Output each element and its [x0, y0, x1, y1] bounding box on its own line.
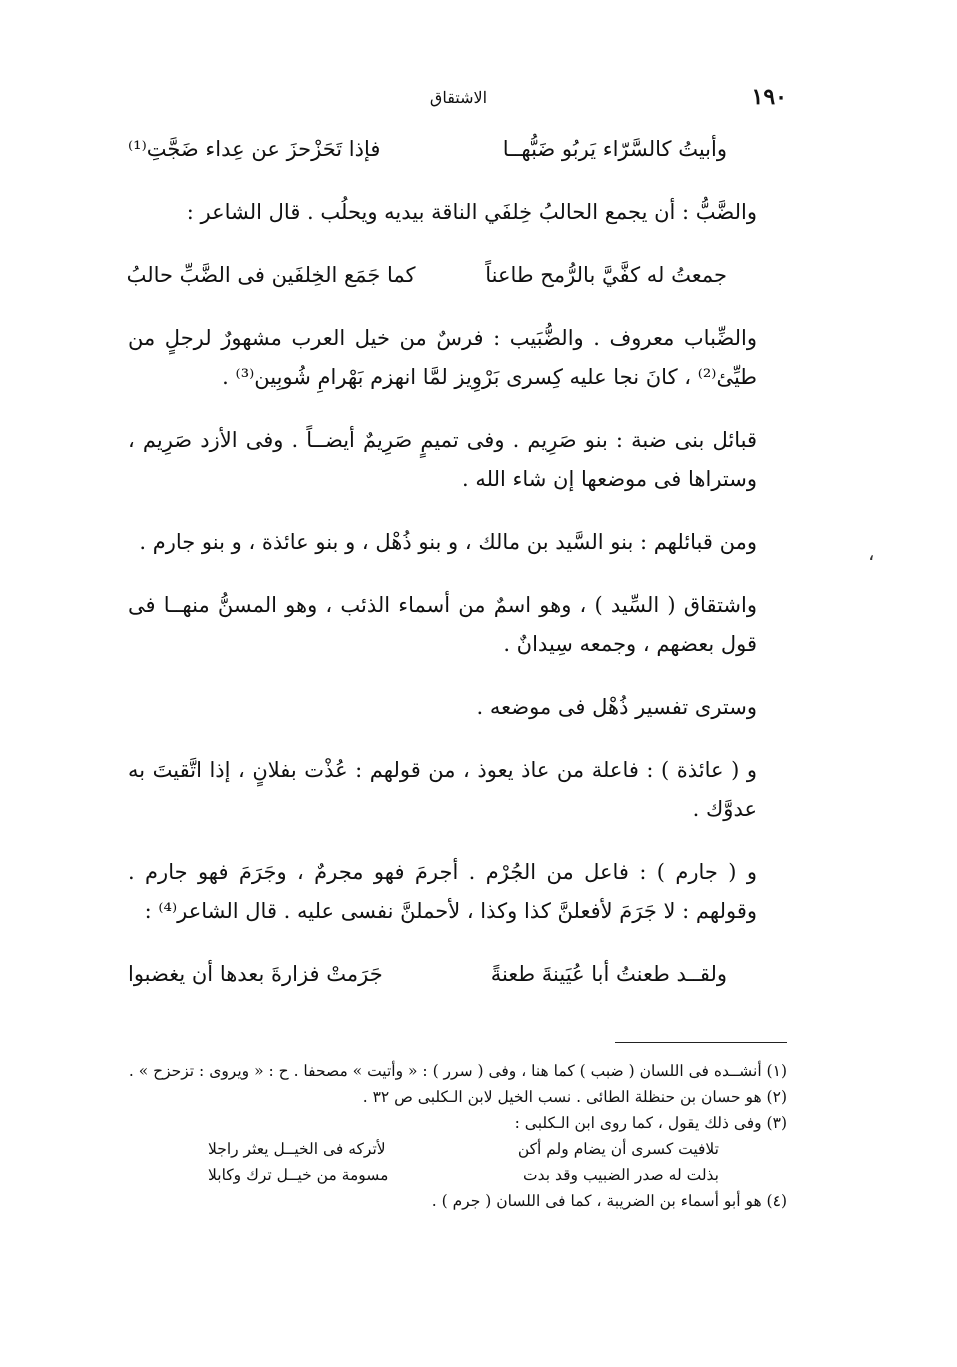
footnote: (٢) هو حسان بن حنظلة الطائى . نسب الخيل لابن الـكلبى ص ٣٢ .	[362, 1088, 787, 1106]
verse-hemistich-second: كما جَمَع الخِلفَين فى الضَّبِّ حالبُ	[126, 263, 416, 287]
page-number: ١٩٠	[751, 84, 787, 110]
verse-hemistich-first: وأبيتُ كالسَّرّاء يَربُو ضَبُّهــا	[502, 137, 727, 161]
paragraph: و ( جارم ) : فاعل من الجُرْم . أجرمَ فهو مجرمٌ ، وجَرَمَ فهو جارم . وقولهم : لا جَرَمَ لأفعلنَّ كذا وكذا ، لأحملنَّ نفسى عليه . قال الشاعر⁽⁴⁾ :	[128, 860, 757, 923]
verse-hemistich-second: لأتركه فى الخيــل يعثر راجلا	[208, 1140, 386, 1158]
verse-hemistich-first: ولقــد طعنتُ أبا عُيَينةَ طعنةً	[490, 962, 727, 986]
footnote: (٤) هو أبو أسماء بن الضريبة ، كما فى اللسان ( جرم ) .	[431, 1192, 787, 1210]
paragraph: ومن قبائلهم : بنو السَّيد بن مالك ، و بنو ذُهْل ، و بنو عائذة ، و بنو جارم .	[139, 530, 757, 554]
main-text	[128, 130, 757, 1018]
verse-line	[128, 955, 757, 994]
verse-hemistich-second: مسومة من خيــل ترك وكابلا	[208, 1166, 389, 1184]
paragraph: قبائل بنى ضبة : بنو صَرِيم . وفى تميمٍ صَرِيمٌ أيضــاً . وفى الأزد صَرِيم ، وستراها فى موضعها إن شاء الله .	[128, 428, 757, 491]
verse-line	[128, 130, 757, 169]
paragraph: وسترى تفسير ذُهْل فى موضعه .	[476, 695, 757, 719]
footnote: (٣) وفى ذلك يقول ، كما روى ابن الـكلبى :	[514, 1114, 787, 1132]
page-header	[130, 84, 787, 114]
verse-line	[128, 256, 757, 295]
footnote: (١) أنشــده فى اللسان ( ضبب ) كما هنا ، وفى ( سرر ) : « وأتيت » مصحفا . ح : « ويروى : تزحزح » .	[128, 1062, 787, 1080]
paragraph: و ( عائذة ) : فاعلة من عاذ يعوذ ، من قولهم : عُذْت بفلانٍ ، إذا اتَّقيتَ به عدوَّك .	[128, 758, 757, 821]
footnote-verse-line	[128, 1162, 787, 1188]
footnote-divider	[615, 1042, 787, 1043]
paragraph: واشتقاق ( السِّيد ) ، وهو اسمٌ من أسماء الذئب ، وهو المسنُّ منهــا فى قول بعضهم ، وجمعه سِيدانٌ .	[128, 593, 757, 656]
running-title: الاشتقاق	[429, 88, 488, 107]
verse-hemistich-first: بذلت له صدر الضبيب وقد بدت	[523, 1166, 719, 1184]
verse-hemistich-first: جمعتُ له كفَّيَّ بالرُّمح طاعناً	[485, 263, 727, 287]
footnotes	[128, 1058, 787, 1214]
margin-mark: ،	[868, 541, 875, 565]
verse-hemistich-second: فإذا تَحَزْحزَ عن عِداء ضَجَّتِ⁽¹⁾	[128, 137, 381, 161]
footnote-verse-line	[128, 1136, 787, 1162]
verse-hemistich-first: تلافيت كسرى أن يضام ولم أكن	[517, 1140, 719, 1158]
verse-hemistich-second: جَرَمتْ فزارةَ بعدها أن يغضبوا	[128, 962, 383, 986]
paragraph: والضَّبُّ : أن يجمع الحالبُ خِلفَي الناقة بيديه ويحلُب . قال الشاعر :	[186, 200, 757, 224]
paragraph: والضِّباب معروف . والضُّبَيب : فرسٌ من خيل العرب مشهورٌ لرجلٍ من طيِّئ⁽²⁾ ، كانَ نجا عليه كِسرى بَرْوِيز لمَّا انهزم بَهْرامِ شُوبِين⁽³⁾ .	[128, 326, 757, 389]
